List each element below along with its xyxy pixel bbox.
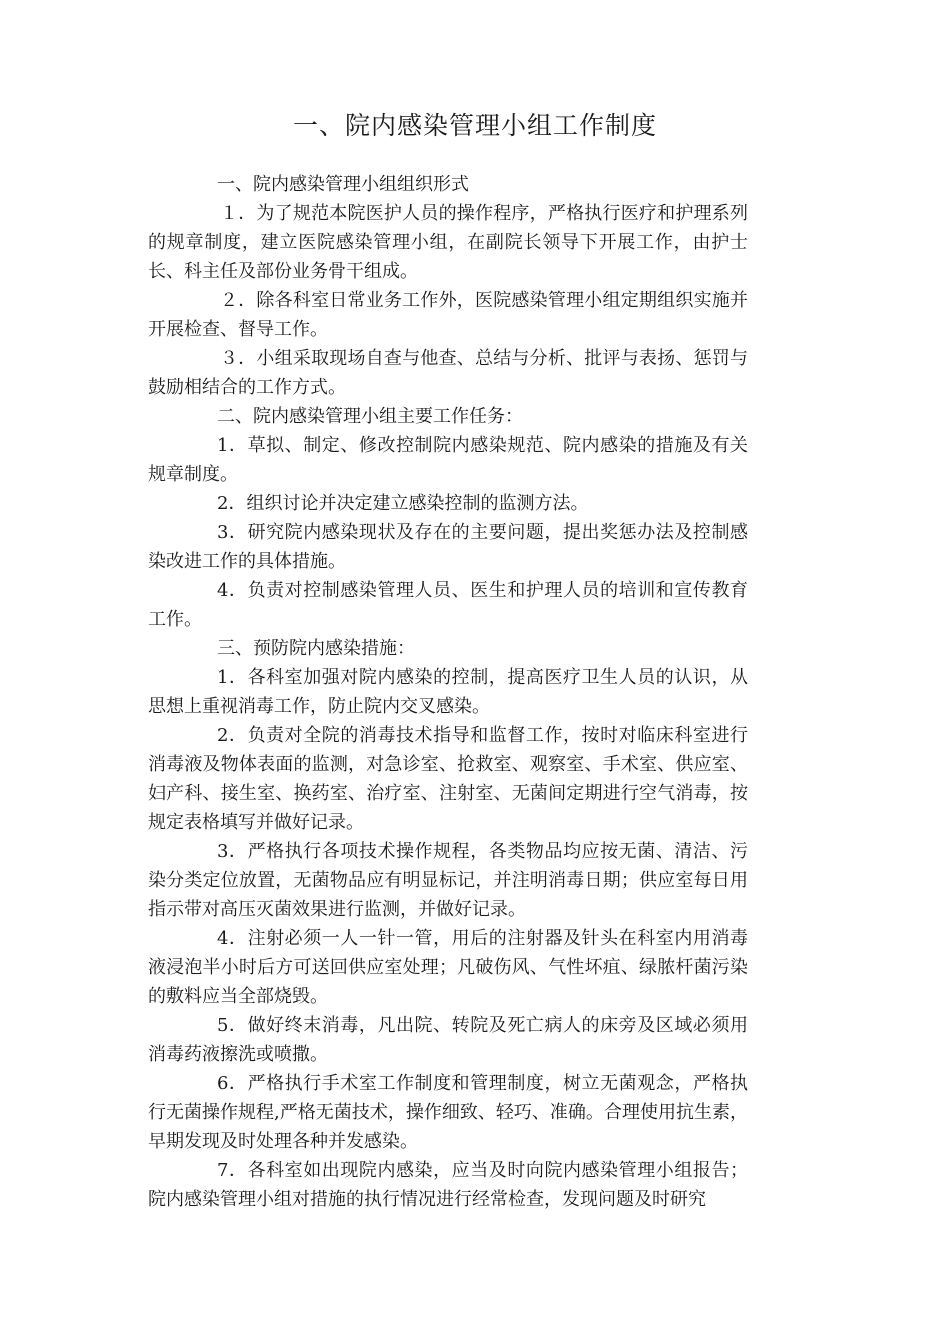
- paragraph: 2．组织讨论并决定建立感染控制的监测方法。: [217, 493, 589, 514]
- paragraph: 3．研究院内感染现状及存在的主要问题，提出奖惩办法及控制感染改进工作的具体措施。: [148, 522, 748, 572]
- paragraph: 4．负责对控制感染管理人员、医生和护理人员的培训和宣传教育工作。: [148, 580, 748, 630]
- paragraph: 6．严格执行手术室工作制度和管理制度，树立无菌观念，严格执行无菌操作规程,严格无菌技术，操作细致、轻巧、准确。合理使用抗生素，早期发现及时处理各种并发感染。: [148, 1073, 748, 1152]
- paragraph: 4．注射必须一人一针一管，用后的注射器及针头在科室内用消毒液浸泡半小时后方可送回供应室处理；凡破伤风、气性坏疽、绿脓杆菌污染的敷料应当全部烧毁。: [148, 928, 748, 1007]
- paragraph: 2．负责对全院的消毒技术指导和监督工作，按时对临床科室进行消毒液及物体表面的监测，对急诊室、抢救室、观察室、手术室、供应室、妇产科、接生室、换药室、治疗室、注射室、无菌间定期进行空气消毒，按规定表格填写并做好记录。: [148, 725, 748, 833]
- paragraph: ３．小组采取现场自查与他查、总结与分析、批评与表扬、惩罚与鼓励相结合的工作方式。: [148, 348, 748, 398]
- paragraph: 1．草拟、制定、修改控制院内感染规范、院内感染的措施及有关规章制度。: [148, 435, 748, 485]
- document-title: 一、院内感染管理小组工作制度: [292, 111, 657, 140]
- document-body: [148, 170, 748, 1214]
- section-heading-3: 三、预防院内感染措施：: [217, 638, 415, 659]
- paragraph: ２．除各科室日常业务工作外，医院感染管理小组定期组织实施并开展检查、督导工作。: [148, 290, 748, 340]
- paragraph: 5．做好终末消毒，凡出院、转院及死亡病人的床旁及区域必须用消毒药液擦洗或喷撒。: [148, 1015, 748, 1065]
- section-heading-2: 二、院内感染管理小组主要工作任务：: [217, 406, 523, 427]
- section-heading-1: 一、院内感染管理小组组织形式: [217, 174, 469, 195]
- paragraph: 7．各科室如出现院内感染，应当及时向院内感染管理小组报告；院内感染管理小组对措施的执行情况进行经常检查，发现问题及时研究: [148, 1160, 748, 1210]
- paragraph: １．为了规范本院医护人员的操作程序，严格执行医疗和护理系列的规章制度，建立医院感染管理小组，在副院长领导下开展工作，由护士长、科主任及部份业务骨干组成。: [148, 203, 748, 282]
- paragraph: 1．各科室加强对院内感染的控制，提高医疗卫生人员的认识，从思想上重视消毒工作，防止院内交叉感染。: [148, 667, 748, 717]
- paragraph: 3．严格执行各项技术操作规程，各类物品均应按无菌、清洁、污染分类定位放置，无菌物品应有明显标记，并注明消毒日期；供应室每日用指示带对高压灭菌效果进行监测，并做好记录。: [148, 841, 748, 920]
